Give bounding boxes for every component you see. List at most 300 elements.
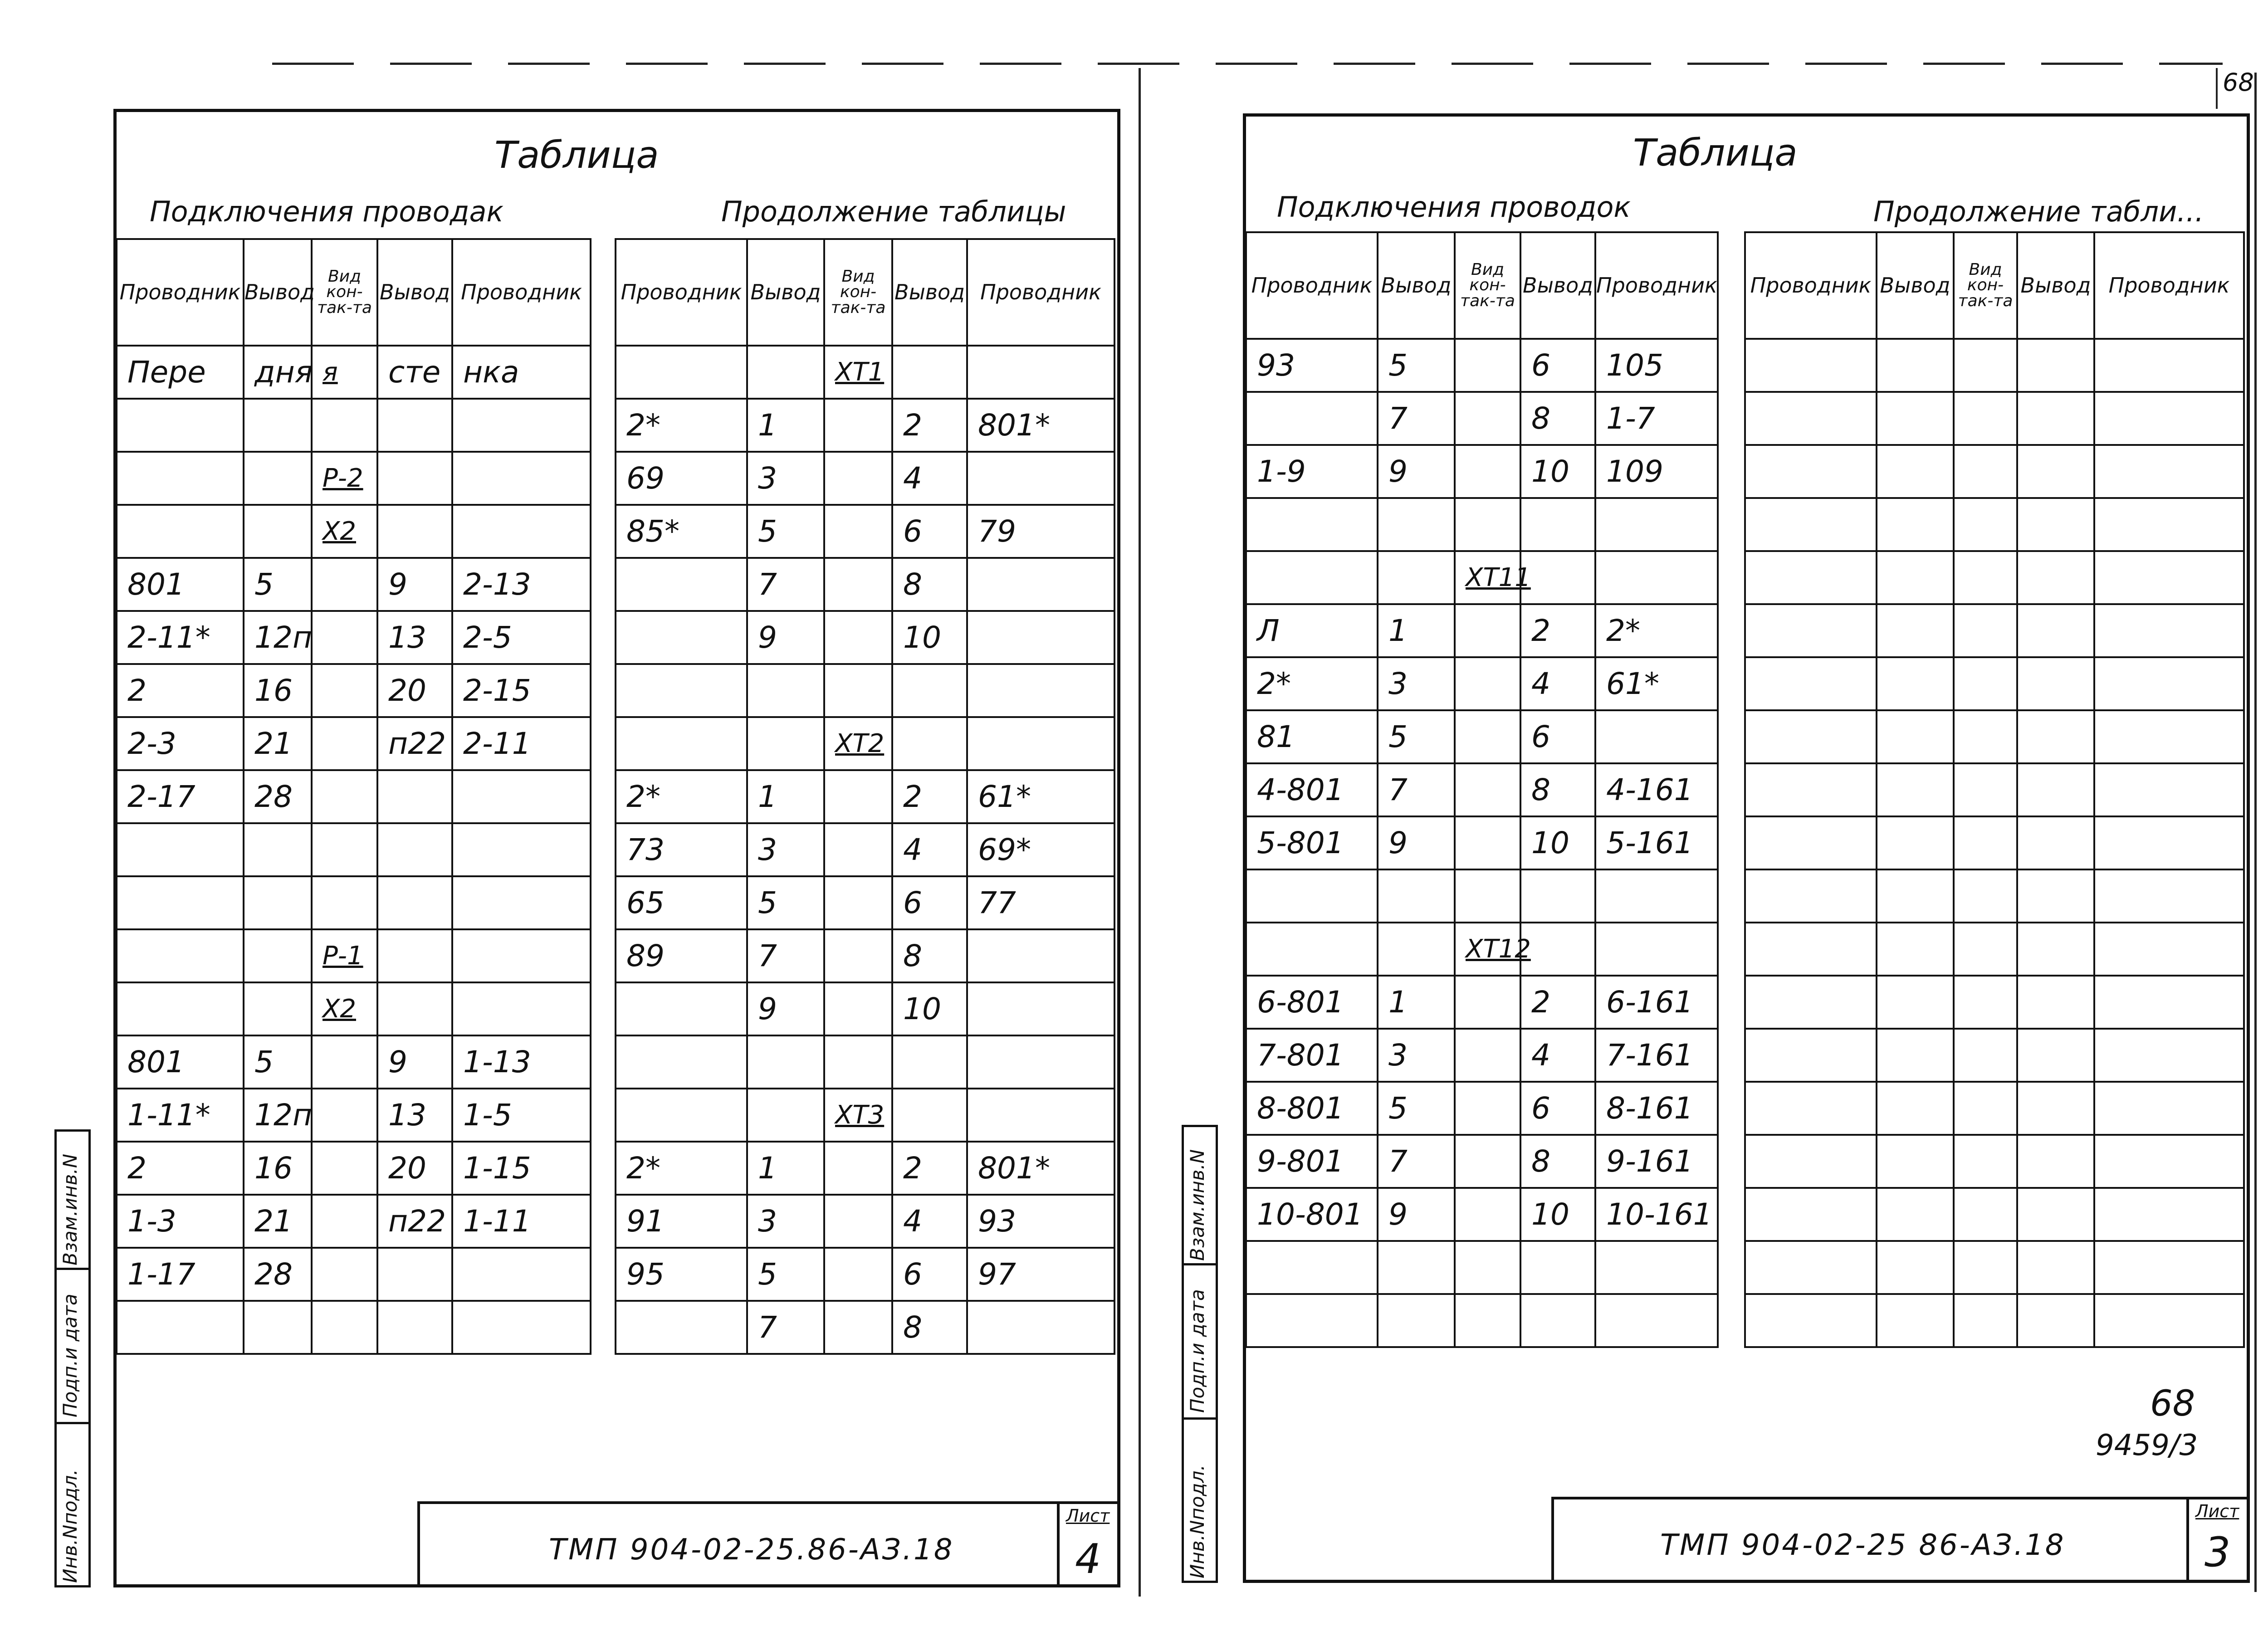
table-cell xyxy=(1595,923,1718,976)
table-cell: 2-3 xyxy=(117,717,244,770)
table-cell: 79 xyxy=(967,505,1114,558)
table-cell xyxy=(312,823,377,876)
handwritten-page-note: 68 xyxy=(2150,1383,2195,1424)
table-cell xyxy=(1378,1294,1455,1347)
table-row xyxy=(1745,1241,2244,1294)
table-cell xyxy=(616,611,747,664)
table-cell xyxy=(967,717,1114,770)
table-cell: 20 xyxy=(377,664,452,717)
table-cell: 2-17 xyxy=(117,770,244,823)
table-cell: 2* xyxy=(616,1142,747,1195)
table-cell: ХТ1 xyxy=(824,346,892,399)
table-cell: ХТ12 xyxy=(1455,923,1520,976)
table-cell xyxy=(1455,869,1520,923)
table-row xyxy=(616,982,1114,1035)
table-cell: 1-5 xyxy=(452,1089,591,1142)
table-cell xyxy=(117,823,244,876)
table-cell xyxy=(244,823,312,876)
table-cell: 3 xyxy=(1378,1029,1455,1082)
table-cell: 8 xyxy=(1520,763,1595,816)
table-cell: 10 xyxy=(892,982,967,1035)
table-row xyxy=(616,505,1114,558)
table-cell xyxy=(1455,392,1520,445)
table-row xyxy=(616,770,1114,823)
table-cell: 4-161 xyxy=(1595,763,1718,816)
table-cell xyxy=(1954,1241,2017,1294)
table-cell xyxy=(616,558,747,611)
table-cell: 69 xyxy=(616,452,747,505)
table-cell xyxy=(747,1089,824,1142)
left-sheet-label: Лист xyxy=(1066,1506,1110,1526)
table-row xyxy=(117,1035,591,1089)
table-cell: 5 xyxy=(244,1035,312,1089)
table-cell xyxy=(1246,1241,1378,1294)
table-cell xyxy=(824,558,892,611)
table-cell: 3 xyxy=(747,452,824,505)
table-cell xyxy=(312,1142,377,1195)
table-cell xyxy=(1455,657,1520,710)
table-cell: 9-161 xyxy=(1595,1135,1718,1188)
table-cell xyxy=(312,1248,377,1301)
table-cell xyxy=(1520,1241,1595,1294)
table-cell xyxy=(824,982,892,1035)
table-cell: 2* xyxy=(616,399,747,452)
table-cell xyxy=(824,505,892,558)
table-cell: 2-13 xyxy=(452,558,591,611)
table-cell xyxy=(1877,976,1954,1029)
table-cell xyxy=(1745,498,1877,551)
table-cell xyxy=(1378,869,1455,923)
table-cell: ХТ2 xyxy=(824,717,892,770)
table-cell xyxy=(2094,498,2244,551)
table-cell xyxy=(2017,1294,2094,1347)
table-cell: 69* xyxy=(967,823,1114,876)
table-cell xyxy=(1745,763,1877,816)
table-cell xyxy=(1595,1241,1718,1294)
table-cell xyxy=(244,982,312,1035)
table-row xyxy=(1246,498,1718,551)
table-cell xyxy=(312,770,377,823)
table-cell xyxy=(1877,763,1954,816)
table-cell xyxy=(2094,1029,2244,1082)
table-cell xyxy=(244,929,312,982)
table-cell xyxy=(1745,1135,1877,1188)
table-cell xyxy=(1378,498,1455,551)
table-cell xyxy=(1745,1241,1877,1294)
table-row xyxy=(1745,1188,2244,1241)
table-row xyxy=(1246,1241,1718,1294)
table-cell: 1-9 xyxy=(1246,445,1378,498)
table-row xyxy=(616,664,1114,717)
table-cell: дня xyxy=(244,346,312,399)
table-cell xyxy=(1954,923,2017,976)
table-cell xyxy=(452,876,591,929)
table-cell xyxy=(1455,1294,1520,1347)
table-cell xyxy=(967,1089,1114,1142)
table-cell: 2-11* xyxy=(117,611,244,664)
table-cell xyxy=(1745,1082,1877,1135)
side-label-signature-date: Подп.и дата xyxy=(59,1294,81,1417)
table-row xyxy=(1246,1029,1718,1082)
table-cell: 97 xyxy=(967,1248,1114,1301)
table-cell: 93 xyxy=(1246,339,1378,392)
table-cell xyxy=(1877,1241,1954,1294)
table-cell xyxy=(1745,1188,1877,1241)
table-cell xyxy=(892,1089,967,1142)
table-cell: 5-161 xyxy=(1595,816,1718,869)
table-cell xyxy=(244,1301,312,1354)
table-cell: 801* xyxy=(967,1142,1114,1195)
right-sheet-label: Лист xyxy=(2195,1501,2239,1521)
table-row xyxy=(117,558,591,611)
table-cell: Р-1 xyxy=(312,929,377,982)
table-cell: 9 xyxy=(377,1035,452,1089)
table-row xyxy=(1246,392,1718,445)
table-cell xyxy=(377,876,452,929)
table-cell xyxy=(1246,923,1378,976)
table-cell: 65 xyxy=(616,876,747,929)
table-row xyxy=(1745,339,2244,392)
table-cell xyxy=(2094,816,2244,869)
table-cell xyxy=(452,1248,591,1301)
table-cell xyxy=(1954,392,2017,445)
table-cell: 6-801 xyxy=(1246,976,1378,1029)
table-cell xyxy=(824,452,892,505)
table-cell xyxy=(747,1035,824,1089)
handwritten-inventory-note: 9459/3 xyxy=(2096,1429,2198,1462)
table-cell xyxy=(1877,392,1954,445)
table-cell xyxy=(1246,551,1378,604)
corner-tick xyxy=(2216,68,2218,109)
table-cell xyxy=(824,611,892,664)
table-cell xyxy=(1520,1294,1595,1347)
table-cell xyxy=(824,823,892,876)
table-cell: 21 xyxy=(244,1195,312,1248)
table-cell xyxy=(2094,1135,2244,1188)
table-cell: 10 xyxy=(1520,1188,1595,1241)
table-row xyxy=(117,1195,591,1248)
corner-page-number: 68 xyxy=(2223,68,2254,97)
table-cell xyxy=(1595,869,1718,923)
table-row xyxy=(1745,869,2244,923)
table-cell: 4-801 xyxy=(1246,763,1378,816)
table-cell: 2 xyxy=(1520,976,1595,1029)
table-cell: 10 xyxy=(892,611,967,664)
table-row xyxy=(616,717,1114,770)
table-cell xyxy=(1455,710,1520,763)
table-cell: 10-801 xyxy=(1246,1188,1378,1241)
table-cell: 12п xyxy=(244,1089,312,1142)
table-cell xyxy=(1954,710,2017,763)
table-row xyxy=(1246,710,1718,763)
table-cell xyxy=(1745,816,1877,869)
table-row xyxy=(1246,869,1718,923)
table-cell: 10-161 xyxy=(1595,1188,1718,1241)
table-cell xyxy=(1877,1294,1954,1347)
table-cell xyxy=(2017,816,2094,869)
table-cell xyxy=(1877,1082,1954,1135)
table-row xyxy=(1246,339,1718,392)
table-cell xyxy=(1877,604,1954,657)
table-cell xyxy=(1877,1029,1954,1082)
table-cell xyxy=(1877,498,1954,551)
table-cell: 5 xyxy=(1378,339,1455,392)
table-cell: Х2 xyxy=(312,982,377,1035)
table-row xyxy=(616,929,1114,982)
table-cell: 13 xyxy=(377,1089,452,1142)
table-cell: 1-17 xyxy=(117,1248,244,1301)
table-row xyxy=(117,823,591,876)
table-cell: 85* xyxy=(616,505,747,558)
left-sheet-number: 4 xyxy=(1075,1535,1101,1583)
table-cell xyxy=(1954,498,2017,551)
table-cell: 5 xyxy=(1378,1082,1455,1135)
table-cell xyxy=(1954,1029,2017,1082)
left-subtitle: Подключения проводак xyxy=(150,195,503,228)
table-cell xyxy=(2017,976,2094,1029)
table-cell: 109 xyxy=(1595,445,1718,498)
side-label-replace-inv: Взам.инв.N xyxy=(59,1153,81,1265)
table-cell: я xyxy=(312,346,377,399)
table-cell xyxy=(616,1035,747,1089)
col-header-conductor: Проводник xyxy=(452,239,591,346)
right-table-title: Таблица xyxy=(1633,132,1798,175)
table-cell: нка xyxy=(452,346,591,399)
table-cell: 6 xyxy=(1520,710,1595,763)
table-cell: 8 xyxy=(892,1301,967,1354)
table-cell xyxy=(824,1195,892,1248)
table-cell xyxy=(1745,392,1877,445)
table-cell xyxy=(2094,1241,2244,1294)
table-row xyxy=(117,1089,591,1142)
table-cell: 4 xyxy=(892,823,967,876)
table-cell: Л xyxy=(1246,604,1378,657)
col-header-terminal: Вывод xyxy=(1520,232,1595,339)
table-row xyxy=(117,346,591,399)
table-cell xyxy=(967,1301,1114,1354)
table-cell: 8-161 xyxy=(1595,1082,1718,1135)
table-cell: 9 xyxy=(747,982,824,1035)
table-cell: 4 xyxy=(892,1195,967,1248)
table-row xyxy=(616,558,1114,611)
table-cell xyxy=(1877,923,1954,976)
table-cell xyxy=(452,505,591,558)
table-cell xyxy=(377,1301,452,1354)
table-cell xyxy=(452,452,591,505)
table-row xyxy=(117,664,591,717)
table-cell xyxy=(312,876,377,929)
table-cell xyxy=(312,1301,377,1354)
table-cell xyxy=(1455,445,1520,498)
col-header-terminal: Вывод xyxy=(1378,232,1455,339)
table-cell: 16 xyxy=(244,1142,312,1195)
table-cell xyxy=(1455,339,1520,392)
table-cell xyxy=(244,505,312,558)
table-cell xyxy=(312,717,377,770)
table-cell xyxy=(1455,816,1520,869)
table-cell: 16 xyxy=(244,664,312,717)
table-cell xyxy=(1455,976,1520,1029)
table-cell xyxy=(1954,604,2017,657)
table-cell: 1-3 xyxy=(117,1195,244,1248)
table-cell xyxy=(892,1035,967,1089)
table-cell: 28 xyxy=(244,770,312,823)
table-cell xyxy=(2017,1135,2094,1188)
side-divider xyxy=(1184,1263,1216,1265)
table-cell: 4 xyxy=(1520,1029,1595,1082)
table-row xyxy=(117,717,591,770)
table-cell xyxy=(2017,763,2094,816)
table-cell xyxy=(1877,339,1954,392)
table-cell xyxy=(2017,604,2094,657)
table-cell xyxy=(117,982,244,1035)
table-cell: 6 xyxy=(892,876,967,929)
table-cell xyxy=(1246,498,1378,551)
table-cell: 93 xyxy=(967,1195,1114,1248)
col-header-terminal: Вывод xyxy=(244,239,312,346)
table-cell xyxy=(377,452,452,505)
table-cell xyxy=(377,1248,452,1301)
table-cell: 2* xyxy=(616,770,747,823)
table-cell: 9 xyxy=(1378,816,1455,869)
table-cell xyxy=(2094,551,2244,604)
table-cell xyxy=(616,664,747,717)
table-cell xyxy=(1595,498,1718,551)
table-row xyxy=(1745,445,2244,498)
table-cell xyxy=(2017,1188,2094,1241)
table-cell: 91 xyxy=(616,1195,747,1248)
table-cell xyxy=(1954,339,2017,392)
table-row xyxy=(616,1301,1114,1354)
table-cell: 7 xyxy=(747,929,824,982)
table-cell: 2 xyxy=(892,399,967,452)
table-cell: 7-161 xyxy=(1595,1029,1718,1082)
fold-line xyxy=(1139,68,1141,1597)
table-row xyxy=(1246,657,1718,710)
table-cell: 7 xyxy=(747,1301,824,1354)
table-cell xyxy=(824,664,892,717)
table-cell xyxy=(117,876,244,929)
table-cell xyxy=(2017,1082,2094,1135)
table-cell xyxy=(312,1035,377,1089)
table-row xyxy=(1745,498,2244,551)
table-row xyxy=(1745,657,2244,710)
right-table-2 xyxy=(1744,231,2245,1348)
table-cell xyxy=(892,717,967,770)
table-cell xyxy=(1455,1241,1520,1294)
table-cell: 6 xyxy=(1520,1082,1595,1135)
table-cell: 8 xyxy=(1520,392,1595,445)
table-cell xyxy=(1745,710,1877,763)
table-cell xyxy=(824,770,892,823)
table-cell: 20 xyxy=(377,1142,452,1195)
table-cell: 6-161 xyxy=(1595,976,1718,1029)
table-row xyxy=(117,770,591,823)
table-cell: 10 xyxy=(1520,445,1595,498)
table-row xyxy=(1246,976,1718,1029)
table-cell xyxy=(117,399,244,452)
table-cell xyxy=(2017,498,2094,551)
table-cell: 73 xyxy=(616,823,747,876)
table-row xyxy=(1246,1188,1718,1241)
table-cell xyxy=(2017,551,2094,604)
table-cell xyxy=(1745,976,1877,1029)
col-header-terminal: Вывод xyxy=(892,239,967,346)
table-cell xyxy=(1378,923,1455,976)
table-row xyxy=(1745,392,2244,445)
table-cell: 21 xyxy=(244,717,312,770)
table-cell xyxy=(1455,763,1520,816)
table-cell xyxy=(2017,657,2094,710)
col-header-terminal: Вывод xyxy=(377,239,452,346)
table-cell xyxy=(1745,657,1877,710)
table-cell: Р-2 xyxy=(312,452,377,505)
table-row xyxy=(1745,1082,2244,1135)
table-cell xyxy=(1595,1294,1718,1347)
table-row xyxy=(1246,816,1718,869)
table-cell: 1-11 xyxy=(452,1195,591,1248)
table-cell xyxy=(1745,869,1877,923)
table-cell xyxy=(117,505,244,558)
table-cell xyxy=(2094,392,2244,445)
table-cell xyxy=(967,664,1114,717)
table-cell: 2-11 xyxy=(452,717,591,770)
table-cell xyxy=(824,1301,892,1354)
table-cell xyxy=(616,717,747,770)
table-cell xyxy=(117,452,244,505)
table-cell xyxy=(2094,445,2244,498)
table-cell xyxy=(2094,976,2244,1029)
table-cell xyxy=(1877,551,1954,604)
table-cell: 13 xyxy=(377,611,452,664)
top-dash-line xyxy=(272,63,2223,65)
table-cell: 28 xyxy=(244,1248,312,1301)
table-cell xyxy=(1595,551,1718,604)
table-cell: 105 xyxy=(1595,339,1718,392)
table-row xyxy=(616,1142,1114,1195)
col-header-conductor: Проводник xyxy=(117,239,244,346)
table-cell xyxy=(1520,869,1595,923)
table-cell xyxy=(1455,604,1520,657)
table-cell xyxy=(2094,1294,2244,1347)
table-cell xyxy=(1455,1082,1520,1135)
table-cell: 6 xyxy=(1520,339,1595,392)
col-header-contact-type: Вид кон-так-та xyxy=(824,239,892,346)
table-row xyxy=(1745,1029,2244,1082)
table-cell: 9 xyxy=(1378,445,1455,498)
table-cell: 1-11* xyxy=(117,1089,244,1142)
table-cell: 95 xyxy=(616,1248,747,1301)
table-cell xyxy=(117,929,244,982)
table-cell: 6 xyxy=(892,505,967,558)
table-cell xyxy=(747,717,824,770)
table-row xyxy=(616,823,1114,876)
table-cell xyxy=(2094,763,2244,816)
table-cell xyxy=(967,982,1114,1035)
table-cell xyxy=(1246,869,1378,923)
table-cell xyxy=(1246,392,1378,445)
table-row xyxy=(1745,710,2244,763)
table-row xyxy=(1246,551,1718,604)
right-subtitle: Подключения проводок xyxy=(1277,190,1631,224)
right-table-1 xyxy=(1245,231,1719,1348)
table-cell xyxy=(616,1301,747,1354)
table-cell xyxy=(452,982,591,1035)
table-cell xyxy=(1745,604,1877,657)
table-cell xyxy=(1877,657,1954,710)
table-row xyxy=(616,399,1114,452)
table-cell xyxy=(1378,1241,1455,1294)
